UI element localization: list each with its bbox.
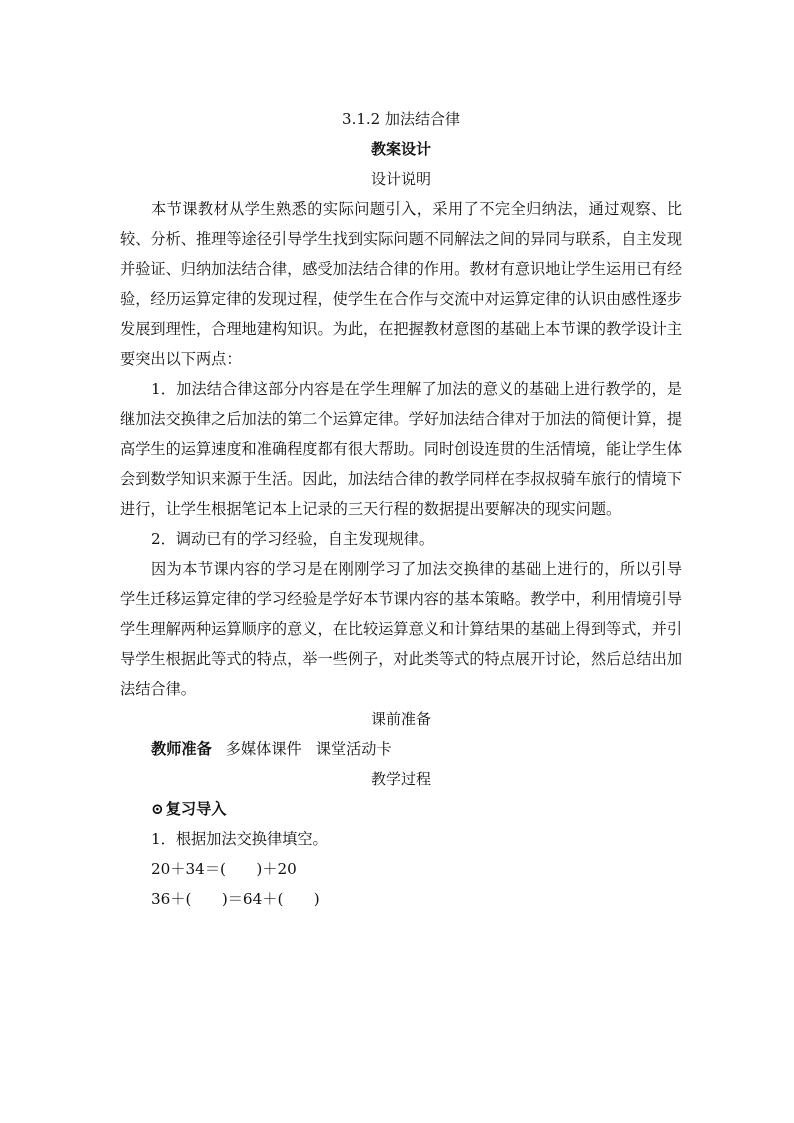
teacher-prep-label: 教师准备 [151, 740, 212, 758]
circle-dot-icon: ⊙ [151, 800, 164, 818]
lesson-title: 3.1.2 加法结合律 [342, 110, 460, 128]
exercise-title: 1．根据加法交换律填空。 [151, 830, 328, 848]
equation-2: 36＋( )＝64＋( ) [151, 890, 320, 908]
prep-item-multimedia: 多媒体课件 [225, 740, 302, 758]
lesson-subtitle: 教案设计 [370, 140, 431, 158]
section-heading-design: 设计说明 [370, 170, 431, 188]
teacher-prep-line [120, 734, 682, 764]
intro-paragraph: 本节课教材从学生熟悉的实际问题引入，采用了不完全归纳法，通过观察、比较、分析、推理等途径引导学生找到实际问题不同解法之间的异同与联系，自主发现并验证、归纳加法结合律，感受加法结合律的作用。教材有意识地让学生运用已有经验，经历运算定律的发现过程，使学生在合作与交流中对运算定律的认识由感性逐步发展到理性，合理地建构知识。为此，在把握教材意图的基础上本节课的教学设计主要突出以下两点： [120, 200, 682, 368]
review-heading [120, 794, 682, 824]
point-2-heading: 2．调动已有的学习经验，自主发现规律。 [151, 530, 435, 548]
point-1-paragraph: 1．加法结合律这部分内容是在学生理解了加法的意义的基础上进行教学的，是继加法交换律之后加法的第二个运算定律。学好加法结合律对于加法的简便计算，提高学生的运算速度和准确程度都有很大帮助。同时创设连贯的生活情境，能让学生体会到数学知识来源于生活。因此，加法结合律的教学同样在李叔叔骑车旅行的情境下进行，让学生根据笔记本上记录的三天行程的数据提出要解决的现实问题。 [120, 380, 682, 518]
review-heading-text: 复习导入 [165, 800, 227, 818]
section-heading-prep: 课前准备 [370, 710, 431, 728]
document-body [120, 104, 682, 914]
point-2-paragraph: 因为本节课内容的学习是在刚刚学习了加法交换律的基础上进行的，所以引导学生迁移运算定律的学习经验是学好本节课内容的基本策略。教学中，利用情境引导学生理解两种运算顺序的意义，在比较运算意义和计算结果的基础上得到等式，并引导学生根据此等式的特点，举一些例子，对此类等式的特点展开讨论，然后总结出加法结合律。 [120, 560, 682, 698]
equation-1: 20＋34＝( )＋20 [151, 860, 297, 878]
prep-item-activity-card: 课堂活动卡 [315, 740, 392, 758]
section-heading-process: 教学过程 [370, 770, 431, 788]
